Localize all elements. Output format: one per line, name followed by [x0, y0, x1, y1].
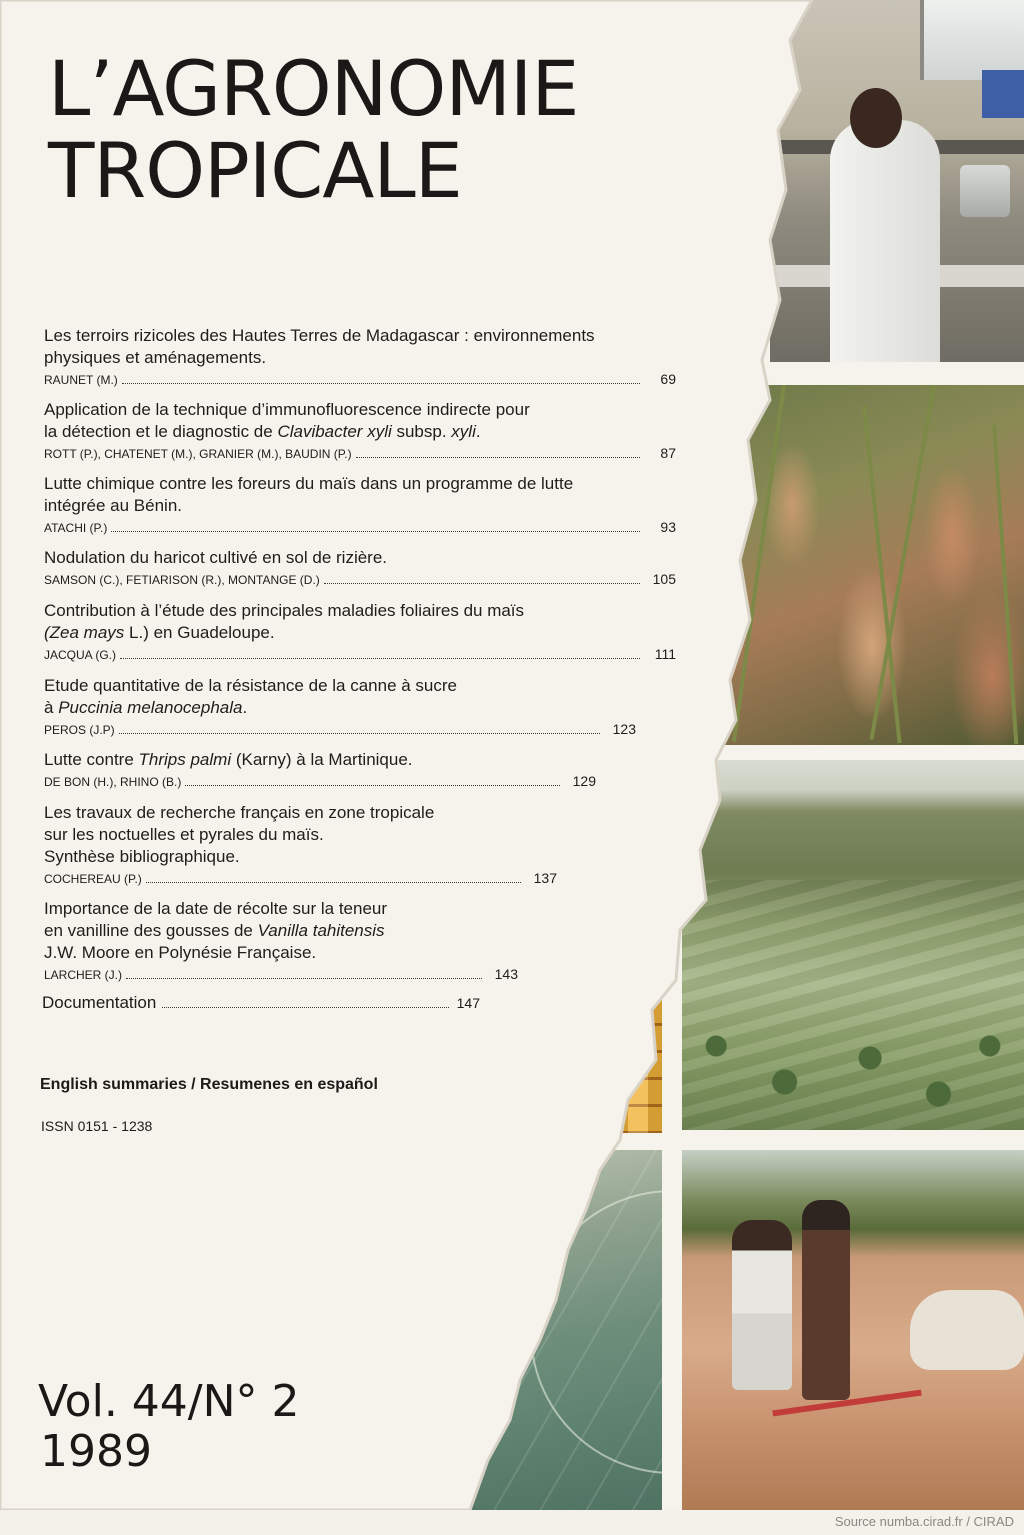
toc-entry-authors: LARCHER (J.): [44, 968, 123, 982]
toc-entry-page: 123: [612, 721, 636, 737]
toc-entry[interactable]: [44, 399, 676, 461]
toc-entry-title: Etude quantitative de la résistance de la canne à sucre à Puccinia melanocephala.: [44, 676, 457, 717]
toc-entry-authors-line: [44, 870, 557, 886]
toc-entry-page: 87: [660, 445, 676, 461]
journal-title-line-1: L’AGRONOMIE: [48, 44, 579, 133]
toc-entry[interactable]: [44, 802, 557, 886]
toc-entry-authors: DE BON (H.), RHINO (B.): [44, 775, 182, 789]
toc-entry-page: 105: [652, 571, 676, 587]
toc-entry-authors-line: [44, 773, 596, 789]
toc-entry-title: Lutte chimique contre les foreurs du maïs dans un programme de lutte intégrée au Bénin.: [44, 474, 574, 515]
toc-entry-authors-line: [44, 371, 676, 387]
toc-entry-title: Lutte contre Thrips palmi (Karny) à la Martinique.: [44, 750, 413, 769]
toc-entry[interactable]: [44, 675, 636, 737]
toc-entry-title: Contribution à l’étude des principales maladies foliaires du maïs (Zea mays L.) en Guadeloupe.: [44, 601, 525, 642]
toc-entry-authors: COCHEREAU (P.): [44, 872, 142, 886]
toc-entry-page: 69: [660, 371, 676, 387]
journal-title: [48, 44, 748, 215]
toc-entry-title: Importance de la date de récolte sur la teneur en vanilline des gousses de Vanilla tahitensis J.W. Moore en Polynésie Française.: [44, 899, 388, 962]
journal-title-line-2: TROPICALE: [48, 126, 462, 215]
toc-documentation[interactable]: [42, 993, 480, 1013]
toc-entry-title: Les terroirs rizicoles des Hautes Terres de Madagascar : environnements physiques et aménagements.: [44, 326, 595, 367]
toc-entry-authors: SAMSON (C.), FETIARISON (R.), MONTANGE (D.): [44, 573, 320, 587]
toc-entry-authors: ROTT (P.), CHATENET (M.), GRANIER (M.), BAUDIN (P.): [44, 447, 352, 461]
documentation-page: 147: [456, 995, 480, 1011]
toc-entry[interactable]: [44, 325, 676, 387]
toc-entry-authors-line: [44, 721, 636, 737]
toc-entry-page: 143: [494, 966, 518, 982]
toc-entry[interactable]: [44, 473, 676, 535]
toc-entry-page: 137: [533, 870, 557, 886]
toc-entry-authors-line: [44, 571, 676, 587]
toc-entry[interactable]: [44, 600, 676, 662]
toc-entry-page: 129: [572, 773, 596, 789]
publication-year: 1989: [40, 1426, 152, 1477]
toc-entry-page: 93: [660, 519, 676, 535]
toc-entry-authors: RAUNET (M.): [44, 373, 118, 387]
toc-entry[interactable]: [44, 547, 676, 587]
toc-entry[interactable]: [44, 898, 518, 982]
toc-entry-title: Application de la technique d’immunofluorescence indirecte pour la détection et le diagnostic de Clavibacter xyli subsp. xyli.: [44, 400, 530, 441]
toc-entry[interactable]: [44, 749, 596, 789]
toc-entry-authors-line: [44, 445, 676, 461]
toc-entry-authors-line: [44, 966, 518, 982]
toc-entry-authors: JACQUA (G.): [44, 648, 117, 662]
toc-entry-authors-line: [44, 646, 676, 662]
toc-entry-page: 111: [654, 646, 676, 662]
toc-entry-authors: PEROS (J.P): [44, 723, 115, 737]
issn: ISSN 0151 - 1238: [41, 1118, 153, 1134]
source-credit: Source numba.cirad.fr / CIRAD: [834, 1514, 1014, 1529]
documentation-label: Documentation: [42, 993, 157, 1012]
toc-entry-authors-line: [44, 519, 676, 535]
toc-entry-title: Nodulation du haricot cultivé en sol de rizière.: [44, 548, 388, 567]
toc-entry-authors: ATACHI (P.): [44, 521, 108, 535]
summaries-note: English summaries / Resumenes en español: [40, 1076, 378, 1093]
volume-number: Vol. 44/N° 2: [38, 1376, 300, 1427]
toc-entry-title: Les travaux de recherche français en zone tropicale sur les noctuelles et pyrales du maïs. Synthèse bibliographique.: [44, 803, 435, 866]
